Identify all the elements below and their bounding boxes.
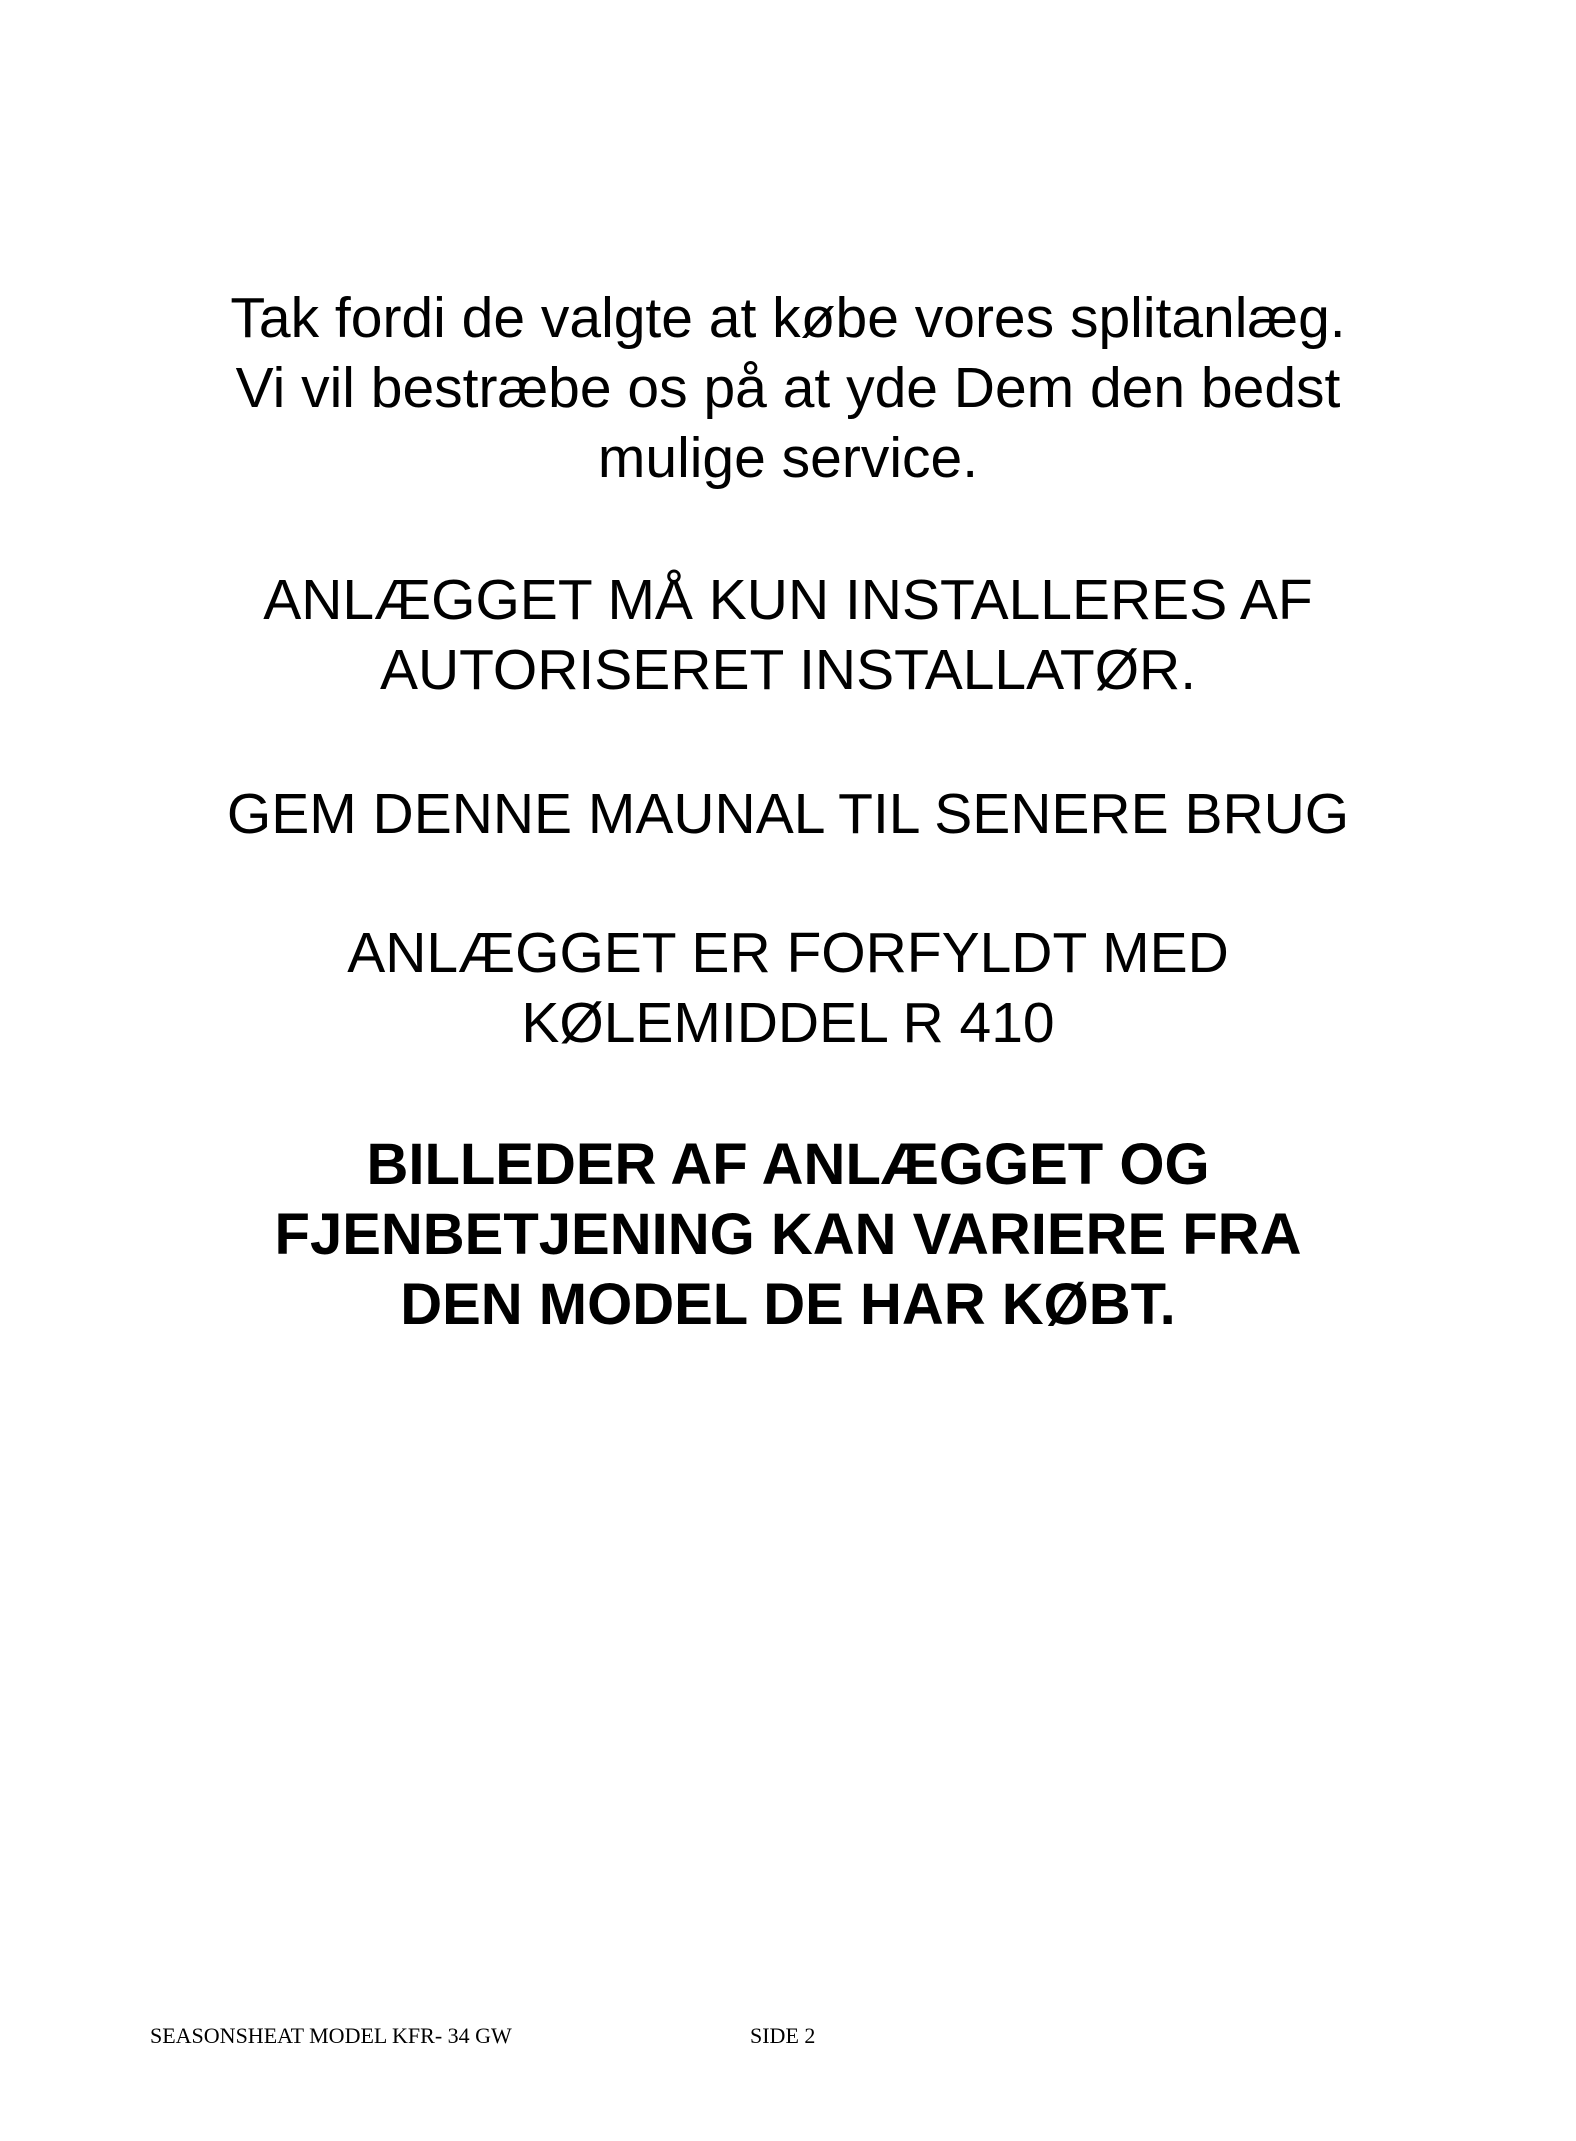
footer-model: SEASONSHEAT MODEL KFR- 34 GW — [150, 2023, 512, 2048]
installation-notice-line-1: ANLÆGGET MÅ KUN INSTALLERES AF — [263, 568, 1313, 632]
warning-line-3: DEN MODEL DE HAR KØBT. — [400, 1272, 1176, 1337]
intro-line-3: mulige service. — [597, 426, 979, 490]
keep-manual-notice — [0, 779, 1576, 849]
intro-line-1: Tak fordi de valgte at købe vores splitanlæg. — [230, 286, 1346, 350]
thank-you-message — [0, 283, 1576, 493]
warning-line-2: FJENBETJENING KAN VARIERE FRA — [274, 1202, 1302, 1267]
keep-manual-line: GEM DENNE MAUNAL TIL SENERE BRUG — [226, 782, 1350, 846]
installation-notice-line-2: AUTORISERET INSTALLATØR. — [379, 638, 1197, 702]
footer-page-number: SIDE 2 — [750, 2023, 816, 2048]
warning-line-1: BILLEDER AF ANLÆGGET OG — [366, 1132, 1210, 1197]
intro-line-2: Vi vil bestræbe os på at yde Dem den bedst — [235, 356, 1341, 420]
refrigerant-line-2: KØLEMIDDEL R 410 — [521, 991, 1055, 1055]
installation-notice — [0, 565, 1576, 705]
refrigerant-notice — [0, 918, 1576, 1058]
refrigerant-line-1: ANLÆGGET ER FORFYLDT MED — [347, 921, 1229, 985]
image-variation-warning — [0, 1130, 1576, 1340]
